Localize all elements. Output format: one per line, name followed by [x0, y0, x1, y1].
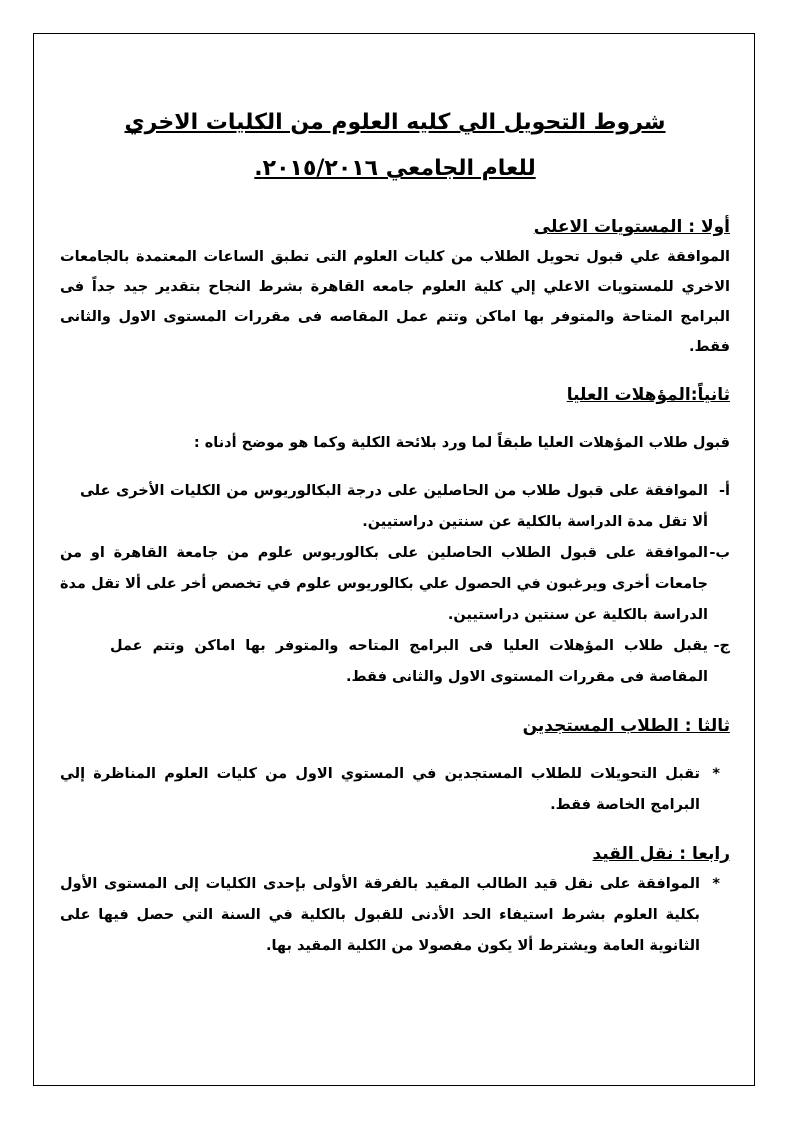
document-body: [60, 100, 730, 962]
document-subtitle: للعام الجامعي ٢٠١٥/٢٠١٦.: [254, 156, 536, 181]
section-heading: ثانياً:المؤهلات العليا: [566, 385, 730, 405]
document-title: شروط التحويل الي كليه العلوم من الكليات الاخري: [124, 110, 666, 135]
bullet-star: *: [712, 876, 720, 892]
list-item-text: الموافقة على قبول الطلاب الحاصلين على بكالوريوس علوم من جامعة القاهرة او من جامعات أخرى ويرغبون في الحصول علي بكالوريوس علوم في تخصص أخر على ألا تقل مدة الدراسة بالكلية عن سنتين دراستيين.: [60, 545, 708, 623]
list-item: [60, 759, 730, 821]
list-marker: ب-: [709, 545, 730, 561]
section-paragraph: الموافقة علي قبول تحويل الطلاب من كليات العلوم التى تطبق الساعات المعتمدة بالجامعات الاخري للمستويات الاعلي إلي كلية العلوم جامعه القاهرة بشرط النجاح بتقدير جيد جداً فى البرامج المتاحة والمتوفر بها اماكن وتتم عمل المقاصه فى مقررات المستوى الاول والثانى فقط.: [60, 249, 730, 355]
list-item-text: الموافقة على قبول طلاب من الحاصلين على درجة البكالوريوس من الكليات الأخرى على ألا تقل مدة الدراسة بالكلية عن سنتين دراستيين.: [80, 483, 708, 530]
section-heading: ثالثا : الطلاب المستجدين: [522, 716, 730, 736]
list-marker: أ-: [719, 483, 730, 499]
list-item-text: تقبل التحويلات للطلاب المستجدين في المستوي الاول من كليات العلوم المناظرة إلي البرامج الخاصة فقط.: [60, 766, 700, 813]
section-enrollment-transfer: [60, 839, 730, 962]
list-item: [60, 538, 730, 631]
section-higher-levels: [60, 212, 730, 362]
list-item: [60, 476, 730, 538]
list-item: [60, 869, 730, 962]
section-new-students: [60, 711, 730, 821]
list-item-text: يقبل طلاب المؤهلات العليا فى البرامج المتاحه والمتوفر بها اماكن وتتم عمل المقاصة فى مقررات المستوى الاول والثانى فقط.: [110, 638, 708, 685]
section-intro: قبول طلاب المؤهلات العليا طبقاً لما ورد بلائحة الكلية وكما هو موضح أدناه :: [193, 435, 730, 451]
section-heading: رابعا : نقل القيد: [592, 844, 730, 864]
section-higher-qualifications: [60, 380, 730, 693]
section-heading: أولا : المستويات الاعلى: [533, 217, 730, 237]
list-item: [60, 631, 730, 693]
list-marker: ج-: [713, 638, 730, 654]
list-item-text: الموافقة على نقل قيد الطالب المقيد بالفرقة الأولى بإحدى الكليات إلى المستوى الأول بكلية العلوم بشرط استيفاء الحد الأدنى للقبول بالكلية في السنة التي حصل فيها على الثانوية العامة ويشترط ألا يكون مفصولا من الكلية المقيد بها.: [60, 876, 700, 954]
bullet-star: *: [712, 766, 720, 782]
